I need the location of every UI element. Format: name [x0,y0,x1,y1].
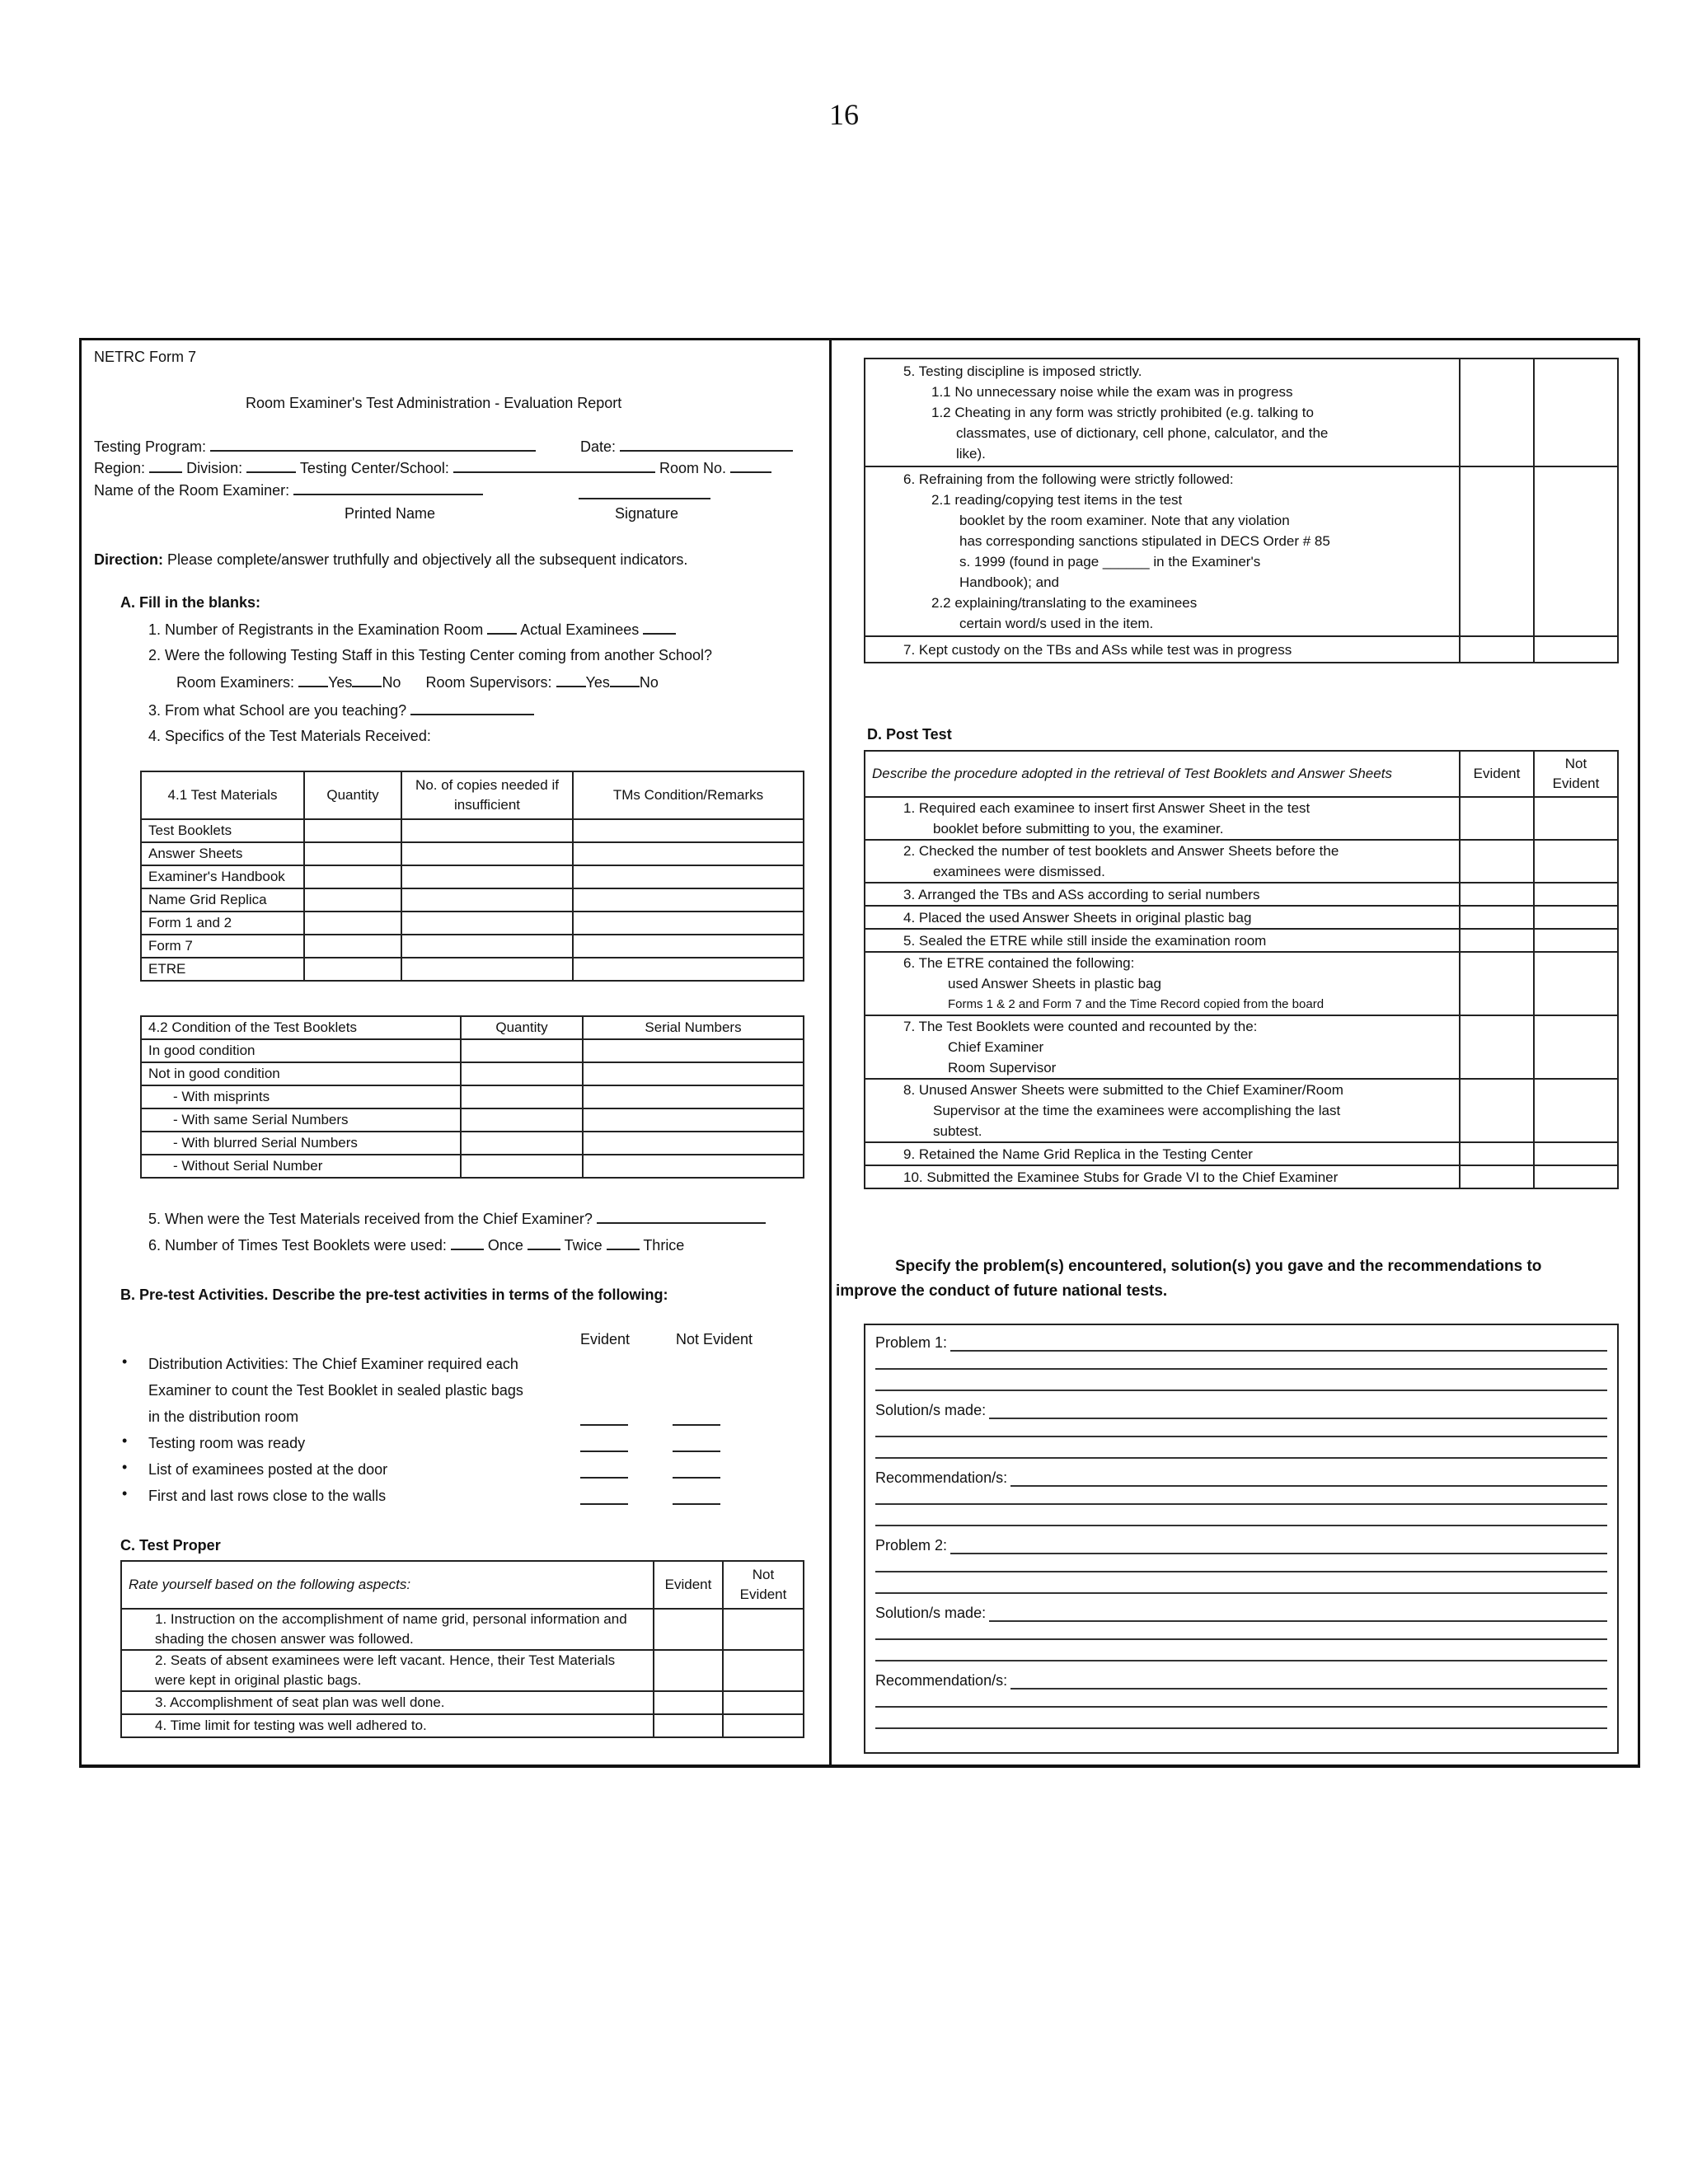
entry-cell[interactable] [583,1132,804,1155]
room-examiners-label: Room Examiners: [176,674,295,691]
item-line: 2. Checked the number of test booklets and Answer Sheets before the [903,843,1339,859]
region-label: Region: [94,460,146,476]
aspect-text: 3. Accomplishment of seat plan was well done. [121,1691,654,1714]
entry-cell[interactable] [461,1108,583,1132]
evident-cell[interactable] [1460,1015,1534,1079]
pretest-marks-row [569,1411,732,1430]
signature-blank[interactable] [579,483,710,499]
room-examiners-no-blank[interactable] [352,671,382,687]
table-header: Not Evident [723,1561,804,1609]
room-examiners-no: No [382,674,401,691]
table-row [141,1132,804,1155]
pretest-item: Distribution Activities: The Chief Examiner required each [148,1356,518,1372]
entry-cell[interactable] [573,865,804,888]
evident-blank[interactable] [580,1411,628,1426]
discipline-cell [865,359,1460,466]
evident-cell[interactable] [1460,1079,1534,1142]
not-evident-cell[interactable] [1534,906,1618,929]
not-evident-column-label: Not Evident [676,1331,753,1347]
item-line: like). [956,446,986,462]
bullet-icon: • [122,1353,128,1370]
form-title: Room Examiner's Test Administration - Evaluation Report [246,395,622,411]
table-row [141,912,804,935]
table-row [865,1015,1618,1079]
item-line: Room Supervisor [948,1060,1057,1076]
procedure-cell [865,1015,1460,1079]
answer-line[interactable] [875,1592,1607,1594]
test-proper-table [120,1560,804,1738]
section-a-item-5 [148,1207,766,1230]
table-row [141,958,804,981]
testing-program-field [94,435,536,457]
date-blank[interactable] [620,435,793,452]
box-label-row [875,1465,1607,1487]
evident-cell[interactable] [1460,952,1534,1015]
evident-blank[interactable] [580,1437,628,1452]
test-proper-continued-table [864,358,1619,663]
page-number: 16 [829,98,859,131]
entry-cell[interactable] [401,842,573,865]
answer-line[interactable] [875,1660,1607,1661]
item-line: 6. Refraining from the following were strictly followed: [903,471,1234,487]
date-label: Date: [580,438,617,455]
answer-line[interactable] [875,1390,1607,1391]
room-supervisors-no-blank[interactable] [610,671,640,687]
signature-caption: Signature [615,505,679,522]
item-line: Chief Examiner [948,1039,1044,1055]
item-line: subtest. [933,1123,982,1139]
region-field [94,457,771,479]
form-number: NETRC Form 7 [94,349,197,365]
answer-line[interactable] [1010,1673,1607,1690]
section-b-heading: B. Pre-test Activities. Describe the pre-test activities in terms of the following: [120,1286,668,1303]
condition-name: - With same Serial Numbers [141,1108,461,1132]
box-label-row [875,1330,1607,1352]
item-line: certain word/s used in the item. [959,616,1154,631]
table-row [865,929,1618,952]
item-line: classmates, use of dictionary, cell phone, calculator, and the [956,425,1329,441]
actual-examinees-blank[interactable] [643,618,676,635]
thrice-blank[interactable] [607,1234,640,1250]
entry-cell[interactable] [583,1062,804,1085]
table-header: Serial Numbers [583,1016,804,1039]
evident-cell[interactable] [1460,1165,1534,1188]
material-name: Answer Sheets [141,842,304,865]
evident-cell[interactable] [1460,1142,1534,1165]
room-no-blank[interactable] [730,457,771,473]
entry-cell[interactable] [401,819,573,842]
actual-examinees-label: Actual Examinees [520,621,640,638]
examiner-name-label: Name of the Room Examiner: [94,482,290,499]
room-examiners-yes-blank[interactable] [298,671,328,687]
box-label: Solution/s made: [875,1402,987,1418]
box-label: Problem 2: [875,1537,948,1554]
received-date-blank[interactable] [597,1207,766,1224]
table-row [141,888,804,912]
printed-name-caption: Printed Name [345,505,436,522]
pretest-item: List of examinees posted at the door [148,1461,388,1478]
procedure-cell [865,1079,1460,1142]
item-line: used Answer Sheets in plastic bag [948,976,1161,991]
table-header: Rate yourself based on the following aspects: [121,1561,654,1609]
evident-cell[interactable] [1460,840,1534,883]
table-row [865,636,1618,663]
date-field [580,435,793,457]
answer-line[interactable] [989,1605,1607,1622]
not-evident-cell[interactable] [1534,952,1618,1015]
room-supervisors-yes: Yes [585,674,610,691]
item-line: 2.2 explaining/translating to the examinees [931,595,1198,611]
region-blank[interactable] [149,457,182,473]
answer-line[interactable] [875,1525,1607,1526]
entry-cell[interactable] [573,958,804,981]
item-line: has corresponding sanctions stipulated in DECS Order # 85 [959,533,1330,549]
procedure-cell [865,840,1460,883]
problems-box [864,1324,1619,1754]
evident-cell[interactable] [1460,929,1534,952]
item-line: 2.1 reading/copying test items in the test [931,492,1183,508]
discipline-cell [865,636,1460,663]
item-line: Forms 1 & 2 and Form 7 and the Time Record copied from the board [948,997,1325,1011]
procedure-cell [865,797,1460,840]
condition-name: - With misprints [141,1085,461,1108]
section-a-heading: A. Fill in the blanks: [120,594,261,611]
answer-line[interactable] [875,1571,1607,1572]
entry-cell[interactable] [304,912,401,935]
not-evident-cell[interactable] [1534,797,1618,840]
table-row [141,1039,804,1062]
testing-center-label: Testing Center/School: [299,460,449,476]
answer-line[interactable] [950,1335,1607,1352]
not-evident-blank[interactable] [673,1490,720,1505]
table-row [121,1714,804,1737]
table-row [141,1108,804,1132]
entry-cell[interactable] [401,912,573,935]
table-row [141,1062,804,1085]
aspect-text: 2. Seats of absent examinees were left vacant. Hence, their Test Materials were kept in original plastic bags. [121,1650,654,1691]
room-supervisors-label: Room Supervisors: [425,674,552,691]
school-blank[interactable] [410,699,534,715]
entry-cell[interactable] [304,958,401,981]
box-label-row [875,1533,1607,1554]
pretest-item: First and last rows close to the walls [148,1488,387,1504]
twice-option: Twice [564,1237,603,1254]
not-evident-cell[interactable] [1534,1142,1618,1165]
not-evident-cell[interactable] [1534,1015,1618,1079]
not-evident-cell[interactable] [1534,359,1618,466]
answer-line[interactable] [950,1538,1607,1554]
item-line: 1.1 No unnecessary noise while the exam was in progress [931,384,1293,400]
testing-program-blank[interactable] [210,435,536,452]
procedure-cell [865,883,1460,906]
entry-cell[interactable] [461,1039,583,1062]
item-line: 6. The ETRE contained the following: [903,955,1135,971]
pretest-marks-row [569,1490,732,1509]
table-row [865,359,1618,466]
aspect-text: 1. Instruction on the accomplishment of name grid, personal information and shading the chosen answer was followed. [121,1609,654,1650]
entry-cell[interactable] [304,935,401,958]
material-name: Examiner's Handbook [141,865,304,888]
aspect-text: 4. Time limit for testing was well adhered to. [121,1714,654,1737]
item-line: booklet before submitting to you, the examiner. [933,821,1224,837]
not-evident-cell[interactable] [1534,1165,1618,1188]
not-evident-blank[interactable] [673,1464,720,1479]
table-row [141,865,804,888]
not-evident-blank[interactable] [673,1411,720,1426]
box-label: Solution/s made: [875,1605,987,1621]
table-row [865,1165,1618,1188]
not-evident-cell[interactable] [1534,636,1618,663]
evident-cell[interactable] [1460,906,1534,929]
item-line: 9. Retained the Name Grid Replica in the Testing Center [903,1146,1253,1162]
answer-line[interactable] [875,1727,1607,1729]
not-evident-blank[interactable] [673,1437,720,1452]
once-option: Once [487,1237,523,1254]
table-row [865,952,1618,1015]
material-name: Form 1 and 2 [141,912,304,935]
procedure-cell [865,1165,1460,1188]
item-line: 5. Sealed the ETRE while still inside the examination room [903,932,1267,949]
table-header: 4.1 Test Materials [141,771,304,819]
evident-column-label: Evident [580,1331,631,1347]
answer-line[interactable] [875,1706,1607,1708]
table-row [121,1650,804,1691]
evident-blank[interactable] [580,1490,628,1505]
entry-cell[interactable] [583,1085,804,1108]
evident-cell[interactable] [1460,466,1534,636]
registrants-label: 1. Number of Registrants in the Examination Room [148,621,484,638]
material-name: ETRE [141,958,304,981]
section-d-heading: D. Post Test [867,726,952,743]
table-header: Evident [654,1561,723,1609]
entry-cell[interactable] [573,912,804,935]
school-question: 3. From what School are you teaching? [148,702,407,719]
specify-instructions-line-2: improve the conduct of future national tests. [836,1282,1168,1300]
table-row [141,819,804,842]
answer-line[interactable] [1010,1470,1607,1487]
pretest-item: in the distribution room [148,1408,299,1425]
table-header: Describe the procedure adopted in the retrieval of Test Booklets and Answer Sheets [865,751,1460,797]
evident-blank[interactable] [580,1464,628,1479]
division-blank[interactable] [246,457,296,473]
once-blank[interactable] [451,1234,484,1250]
item-line: examinees were dismissed. [933,864,1105,879]
box-label: Problem 1: [875,1334,948,1351]
evident-cell[interactable] [654,1714,723,1737]
direction-text: Please complete/answer truthfully and objectively all the subsequent indicators. [167,551,688,568]
table-row [141,1085,804,1108]
table-header: Quantity [304,771,401,819]
section-a-item-1 [148,618,676,640]
times-used-question: 6. Number of Times Test Booklets were used: [148,1237,447,1254]
evident-cell[interactable] [1460,359,1534,466]
table-row [865,906,1618,929]
evident-cell[interactable] [1460,883,1534,906]
entry-cell[interactable] [573,819,804,842]
post-test-table [864,750,1619,1189]
entry-cell[interactable] [461,1155,583,1178]
not-evident-cell[interactable] [723,1714,804,1737]
twice-blank[interactable] [528,1234,560,1250]
procedure-cell [865,1142,1460,1165]
entry-cell[interactable] [583,1039,804,1062]
direction-label: Direction: [94,551,164,568]
evident-cell[interactable] [1460,636,1534,663]
material-name: Name Grid Replica [141,888,304,912]
bullet-icon: • [122,1459,128,1475]
table-row [121,1691,804,1714]
answer-line[interactable] [875,1436,1607,1437]
answer-line[interactable] [875,1503,1607,1505]
entry-cell[interactable] [461,1085,583,1108]
item-line: 7. The Test Booklets were counted and recounted by the: [903,1019,1258,1034]
item-line: 10. Submitted the Examinee Stubs for Grade VI to the Chief Examiner [903,1169,1339,1185]
entry-cell[interactable] [304,865,401,888]
entry-cell[interactable] [583,1155,804,1178]
registrants-blank[interactable] [487,618,517,635]
discipline-cell [865,466,1460,636]
testing-program-label: Testing Program: [94,438,207,455]
table-row [865,1079,1618,1142]
procedure-cell [865,906,1460,929]
section-a-item-3 [148,699,534,721]
room-examiners-yes: Yes [328,674,353,691]
table-row [141,1155,804,1178]
item-line: 4. Placed the used Answer Sheets in original plastic bag [903,909,1252,926]
item-line: 8. Unused Answer Sheets were submitted to the Chief Examiner/Room [903,1082,1343,1098]
not-evident-cell[interactable] [1534,840,1618,883]
column-divider [829,338,832,1768]
condition-name: - Without Serial Number [141,1155,461,1178]
table-row [121,1609,804,1650]
test-materials-table [140,771,804,982]
room-no-label: Room No. [659,460,726,476]
section-a-item-2: 2. Were the following Testing Staff in this Testing Center coming from another School? [148,647,713,663]
entry-cell[interactable] [573,888,804,912]
answer-line[interactable] [875,1368,1607,1370]
entry-cell[interactable] [304,888,401,912]
answer-line[interactable] [875,1638,1607,1640]
room-supervisors-yes-blank[interactable] [556,671,586,687]
item-line: booklet by the room examiner. Note that any violation [959,513,1290,528]
box-label-row [875,1601,1607,1622]
item-line: 1. Required each examinee to insert first Answer Sheet in the test [903,800,1311,816]
bullet-icon: • [122,1485,128,1502]
condition-name: - With blurred Serial Numbers [141,1132,461,1155]
table-row [865,1142,1618,1165]
table-header: Quantity [461,1016,583,1039]
item-line: Handbook); and [959,574,1059,590]
entry-cell[interactable] [573,935,804,958]
entry-cell[interactable] [401,888,573,912]
table-header: Not Evident [1534,751,1618,797]
entry-cell[interactable] [304,842,401,865]
section-a-item-2-options [176,671,659,693]
item-line: 5. Testing discipline is imposed strictly. [903,363,1142,379]
division-label: Division: [186,460,243,476]
section-c-heading: C. Test Proper [120,1537,221,1554]
not-evident-cell[interactable] [1534,1079,1618,1142]
entry-cell[interactable] [401,958,573,981]
box-label-row [875,1398,1607,1419]
box-label-row [875,1668,1607,1690]
evident-cell[interactable] [654,1650,723,1691]
item-line: 1.2 Cheating in any form was strictly prohibited (e.g. talking to [931,405,1314,420]
item-line: Supervisor at the time the examinees were accomplishing the last [933,1103,1341,1118]
table-header: TMs Condition/Remarks [573,771,804,819]
answer-line[interactable] [989,1403,1607,1419]
not-evident-cell[interactable] [723,1609,804,1650]
not-evident-cell[interactable] [1534,883,1618,906]
specify-instructions-line-1: Specify the problem(s) encountered, solution(s) you gave and the recommendations to [895,1258,1542,1275]
table-row [865,840,1618,883]
procedure-cell [865,929,1460,952]
entry-cell[interactable] [304,819,401,842]
pretest-marks-row [569,1464,732,1483]
table-row [865,466,1618,636]
entry-cell[interactable] [461,1062,583,1085]
condition-name: Not in good condition [141,1062,461,1085]
not-evident-cell[interactable] [723,1650,804,1691]
table-header: 4.2 Condition of the Test Booklets [141,1016,461,1039]
evident-cell[interactable] [1460,797,1534,840]
section-a-item-6 [148,1234,684,1256]
box-label: Recommendation/s: [875,1469,1008,1486]
printed-name-blank[interactable] [293,479,483,495]
room-supervisors-no: No [639,674,659,691]
section-a-item-4: 4. Specifics of the Test Materials Received: [148,728,431,744]
item-line: 3. Arranged the TBs and ASs according to serial numbers [903,886,1260,902]
direction [94,549,687,570]
table-row [141,935,804,958]
evident-cell[interactable] [654,1609,723,1650]
condition-name: In good condition [141,1039,461,1062]
entry-cell[interactable] [401,865,573,888]
pretest-marks-row [569,1437,732,1456]
not-evident-cell[interactable] [1534,466,1618,636]
material-name: Form 7 [141,935,304,958]
pretest-item: Examiner to count the Test Booklet in sealed plastic bags [148,1382,523,1399]
received-date-question: 5. When were the Test Materials received from the Chief Examiner? [148,1211,593,1227]
table-row [141,842,804,865]
bullet-icon: • [122,1432,128,1449]
testing-center-blank[interactable] [453,457,655,473]
table-row [865,797,1618,840]
material-name: Test Booklets [141,819,304,842]
not-evident-cell[interactable] [723,1691,804,1714]
pretest-item: Testing room was ready [148,1435,306,1451]
examiner-name-field [94,479,483,501]
entry-cell[interactable] [461,1132,583,1155]
entry-cell[interactable] [573,842,804,865]
table-row [865,883,1618,906]
table-header: Evident [1460,751,1534,797]
procedure-cell [865,952,1460,1015]
box-label: Recommendation/s: [875,1672,1008,1689]
entry-cell[interactable] [583,1108,804,1132]
item-line: 7. Kept custody on the TBs and ASs while test was in progress [903,641,1292,658]
evident-cell[interactable] [654,1691,723,1714]
thrice-option: Thrice [643,1237,685,1254]
not-evident-cell[interactable] [1534,929,1618,952]
answer-line[interactable] [875,1457,1607,1459]
booklet-condition-table [140,1015,804,1179]
table-header: No. of copies needed if insufficient [401,771,573,819]
entry-cell[interactable] [401,935,573,958]
item-line: s. 1999 (found in page ______ in the Examiner's [959,554,1261,569]
